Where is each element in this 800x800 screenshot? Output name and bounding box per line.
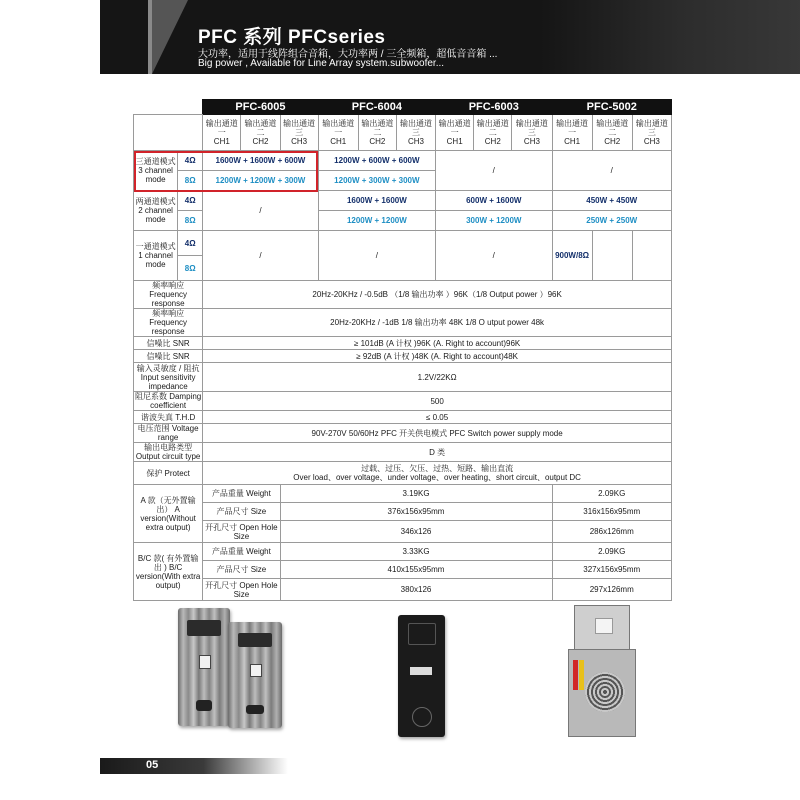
- channel-header: [512, 115, 552, 151]
- version-a-hole: 346x126: [280, 521, 552, 543]
- subtitle-cn: 大功率，适用于线阵组合音箱，大功率两 / 三全频箱，超低音音箱 ...: [198, 49, 498, 60]
- channel-code: CH2: [252, 137, 269, 146]
- spec-label: 阻尼系数 Damping coefficient: [134, 392, 202, 410]
- channel-label: 输出通道: [515, 119, 548, 128]
- subtitle-en: Big power , Available for Line Array system.subwoofer...: [198, 58, 445, 69]
- spec-label: 电压范围 Voltage range: [134, 424, 203, 443]
- protect-value: [203, 462, 672, 485]
- channel-code: CH3: [523, 137, 540, 146]
- pfc6003-2ch-8ohm: 300W + 1200W: [436, 211, 552, 231]
- channel-header-row: [134, 115, 672, 151]
- spec-value: 20Hz-20KHz / -1dB 1/8 输出功率 48K 1/8 O utput power 48k: [203, 309, 672, 337]
- pfc6004-2ch-8ohm: 1200W + 1200W: [318, 211, 435, 231]
- banner-gradient: [540, 0, 800, 74]
- version-bc-size-5002: 327x156x95mm: [552, 561, 672, 579]
- channel-num: 一: [334, 128, 343, 137]
- channel-header: [280, 115, 318, 151]
- pfc6004-1ch: /: [318, 231, 435, 281]
- channel-header: [396, 115, 435, 151]
- channel-header: [203, 115, 241, 151]
- ohm-8: 8Ω: [178, 256, 203, 281]
- module-power-socket: [408, 623, 436, 645]
- fan-module-label: [595, 618, 613, 634]
- board-switch: [199, 655, 211, 669]
- channel-code: CH1: [446, 137, 463, 146]
- spec-label: 输出电路类型 Output circuit type: [134, 443, 203, 462]
- board-plate: [238, 633, 273, 648]
- version-bc-label: B/C 款( 有外置输出 ) B/C version(With extra output): [134, 543, 203, 601]
- fan-grill: [585, 672, 625, 712]
- spec-label: 频率响应 Frequency response: [134, 309, 203, 337]
- size-label: 产品尺寸 Size: [203, 503, 280, 521]
- spec-label: 谐波失真 T.H.D: [134, 411, 203, 424]
- channel-label: 输出通道: [476, 119, 509, 128]
- amplifier-board-small: [228, 622, 282, 728]
- version-bc-size: 410x155x95mm: [280, 561, 552, 579]
- pfc6005-3ch-8ohm: 1200W + 1200W + 300W: [203, 171, 318, 191]
- spec-row: [134, 363, 672, 392]
- spec-row: [134, 309, 672, 337]
- protect-label: 保护 Protect: [134, 462, 203, 485]
- channel-label: 输出通道: [322, 119, 355, 128]
- two-channel-4ohm-row: [134, 191, 672, 211]
- version-a-weight-row: [134, 485, 672, 503]
- ohm-4: 4Ω: [178, 231, 203, 256]
- channel-header: [592, 115, 632, 151]
- channel-label: 输出通道: [400, 119, 432, 128]
- channel-num: 三: [527, 128, 536, 137]
- blank-header: [134, 100, 203, 115]
- version-bc-size-row: [134, 561, 672, 579]
- pfc5002-3ch: /: [552, 151, 672, 191]
- spec-row: [134, 443, 672, 462]
- module-label: [410, 667, 432, 675]
- channel-num: 一: [568, 128, 577, 137]
- ohm-8: 8Ω: [178, 211, 203, 231]
- channel-num: 一: [450, 128, 459, 137]
- model-pfc-5002: PFC-5002: [552, 100, 672, 115]
- version-a-hole-row: [134, 521, 672, 543]
- spec-value: ≤ 0.05: [203, 411, 672, 424]
- hole-label: 开孔尺寸 Open Hole Size: [203, 579, 280, 601]
- version-a-hole-5002: 286x126mm: [552, 521, 672, 543]
- pfc6003-3ch: /: [436, 151, 552, 191]
- fan-module-top: [574, 605, 630, 651]
- version-a-weight: 3.19KG: [280, 485, 552, 503]
- channel-label: 输出通道: [205, 119, 238, 128]
- channel-num: 三: [295, 128, 304, 137]
- model-header-row: [134, 100, 672, 115]
- channel-code: CH1: [564, 137, 581, 146]
- hole-label: 开孔尺寸 Open Hole Size: [203, 521, 280, 543]
- product-photo-black-module: [398, 615, 445, 737]
- version-a-size-row: [134, 503, 672, 521]
- pfc5002-2ch-8ohm: 250W + 250W: [552, 211, 672, 231]
- channel-num: 二: [608, 128, 617, 137]
- product-photo-fan-module: [568, 605, 634, 735]
- ohm-4: 4Ω: [178, 151, 203, 171]
- one-channel-4ohm-row: [134, 231, 672, 256]
- header-banner: [100, 0, 800, 74]
- spec-label: 频率响应 Frequency response: [134, 281, 203, 309]
- red-wire: [573, 660, 578, 690]
- spec-row: [134, 337, 672, 350]
- pfc6004-3ch-8ohm: 1200W + 300W + 300W: [318, 171, 435, 191]
- version-a-weight-5002: 2.09KG: [552, 485, 672, 503]
- channel-code: CH1: [213, 137, 230, 146]
- model-pfc-6003: PFC-6003: [436, 100, 552, 115]
- model-pfc-6005: PFC-6005: [203, 100, 318, 115]
- channel-code: CH2: [369, 137, 386, 146]
- ohm-4: 4Ω: [178, 191, 203, 211]
- spec-row: [134, 350, 672, 363]
- spec-value: ≥ 92dB (A 计权 )48K (A. Right to account)48K: [203, 350, 672, 363]
- banner-triangle: [152, 0, 188, 74]
- version-bc-hole-row: [134, 579, 672, 601]
- weight-label: 产品重量 Weight: [203, 485, 280, 503]
- channel-code: CH3: [408, 137, 425, 146]
- channel-header: [552, 115, 592, 151]
- size-label: 产品尺寸 Size: [203, 561, 280, 579]
- blank-cell: [134, 115, 203, 151]
- board-plate: [187, 620, 220, 637]
- channel-header: [632, 115, 671, 151]
- channel-code: CH3: [643, 137, 660, 146]
- pfc6003-1ch: /: [436, 231, 552, 281]
- page-footer: [100, 758, 288, 774]
- protect-value-en: Over load、over voltage、under voltage、over heating、short circuit、output DC: [293, 473, 581, 482]
- channel-label: 输出通道: [596, 119, 629, 128]
- version-bc-weight-5002: 2.09KG: [552, 543, 672, 561]
- board-switch: [250, 664, 263, 677]
- blank-cell: [592, 231, 632, 281]
- yellow-wire: [579, 660, 584, 690]
- spec-row: [134, 281, 672, 309]
- channel-header: [358, 115, 396, 151]
- spec-value: 20Hz-20KHz / -0.5dB （1/8 输出功率 ）96K（1/8 Output power ）96K: [203, 281, 672, 309]
- three-channel-4ohm-row: [134, 151, 672, 171]
- channel-num: 二: [488, 128, 497, 137]
- channel-code: CH3: [291, 137, 308, 146]
- channel-num: 一: [217, 128, 226, 137]
- one-channel-mode-label: 一通道模式 1 channel mode: [134, 231, 178, 281]
- channel-label: 输出通道: [361, 119, 394, 128]
- channel-header: [318, 115, 358, 151]
- spec-value: 500: [203, 392, 672, 411]
- protect-row: [134, 462, 672, 485]
- protect-value-cn: 过载、过压、欠压、过热、短路、输出直流: [361, 464, 514, 473]
- channel-num: 二: [373, 128, 382, 137]
- page-title: PFC 系列 PFCseries: [198, 27, 386, 48]
- board-connector: [246, 705, 263, 715]
- pfc6005-3ch-4ohm: 1600W + 1600W + 600W: [203, 151, 318, 171]
- spec-value: D 类: [203, 443, 672, 462]
- pfc6004-2ch-4ohm: 1600W + 1600W: [318, 191, 435, 211]
- weight-label: 产品重量 Weight: [203, 543, 280, 561]
- channel-num: 三: [412, 128, 420, 137]
- spec-value: 1.2V/22KΩ: [203, 363, 672, 392]
- channel-header: [436, 115, 474, 151]
- channel-label: 输出通道: [556, 119, 589, 128]
- pfc6005-2ch: /: [203, 191, 318, 231]
- channel-num: 三: [647, 128, 656, 137]
- version-bc-hole-5002: 297x126mm: [552, 579, 672, 601]
- page-number: 05: [146, 759, 159, 771]
- ohm-8: 8Ω: [178, 171, 203, 191]
- version-a-label: A 款（无外置输出） A version(Without extra output): [134, 485, 203, 543]
- version-bc-weight-row: [134, 543, 672, 561]
- spec-label: 信噪比 SNR: [134, 350, 203, 363]
- two-channel-mode-label: 两通道模式 2 channel mode: [134, 191, 178, 231]
- spec-row: [134, 392, 672, 411]
- version-bc-hole: 380x126: [280, 579, 552, 601]
- version-a-size-5002: 316x156x95mm: [552, 503, 672, 521]
- channel-header: [241, 115, 280, 151]
- channel-label: 输出通道: [244, 119, 277, 128]
- version-bc-weight: 3.33KG: [280, 543, 552, 561]
- model-pfc-6004: PFC-6004: [318, 100, 435, 115]
- spec-label: 输入灵敏度 / 阻抗 Input sensitivity impedance: [134, 363, 203, 392]
- channel-label: 输出通道: [438, 119, 471, 128]
- spec-table: [133, 99, 672, 601]
- version-a-size: 376x156x95mm: [280, 503, 552, 521]
- channel-header: [474, 115, 512, 151]
- spec-row: [134, 424, 672, 443]
- product-photo-pfc-6004: [228, 622, 282, 728]
- channel-code: CH2: [604, 137, 621, 146]
- pfc6005-1ch: /: [203, 231, 318, 281]
- pfc6003-2ch-4ohm: 600W + 1600W: [436, 191, 552, 211]
- channel-num: 二: [256, 128, 265, 137]
- channel-code: CH2: [484, 137, 501, 146]
- pfc5002-1ch: 900W/8Ω: [552, 231, 592, 281]
- pfc6004-3ch-4ohm: 1200W + 600W + 600W: [318, 151, 435, 171]
- spec-value: 90V-270V 50/60Hz PFC 开关供电模式 PFC Switch power supply mode: [203, 424, 672, 443]
- spec-value: ≥ 101dB (A 计权 )96K (A. Right to account)96K: [203, 337, 672, 350]
- pfc5002-2ch-4ohm: 450W + 450W: [552, 191, 672, 211]
- board-connector: [196, 700, 213, 711]
- spec-table-wrapper: [133, 99, 672, 601]
- spec-label: 信噪比 SNR: [134, 337, 203, 350]
- amplifier-board-large: [178, 608, 230, 726]
- module-connector: [412, 707, 432, 727]
- channel-label: 输出通道: [635, 119, 668, 128]
- blank-cell: [632, 231, 671, 281]
- channel-label: 输出通道: [283, 119, 316, 128]
- three-channel-mode-label: 三通道模式 3 channel mode: [134, 151, 178, 191]
- spec-row: [134, 411, 672, 424]
- channel-code: CH1: [330, 137, 347, 146]
- fan-module-body: [568, 649, 636, 737]
